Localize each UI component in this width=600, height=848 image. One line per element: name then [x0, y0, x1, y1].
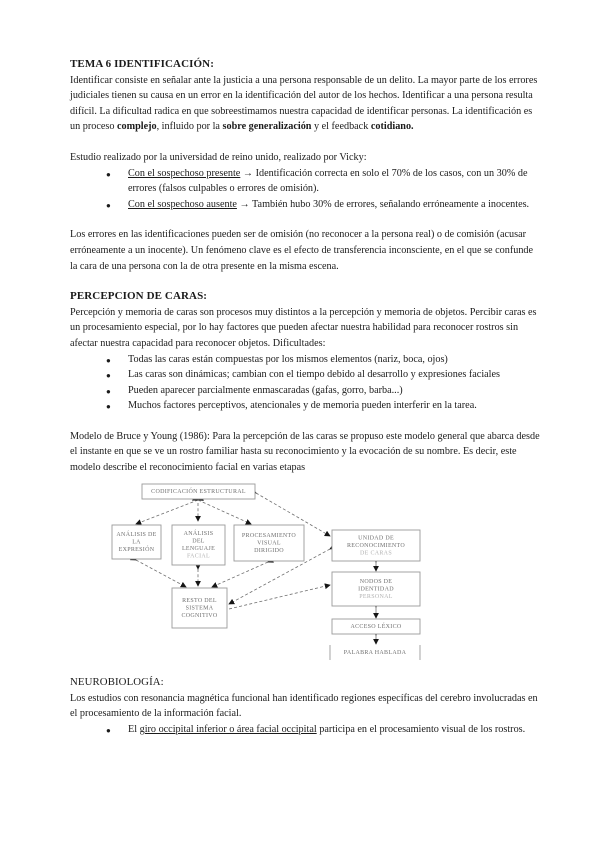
bold-text: sobre generalización [222, 121, 312, 133]
underlined-text: giro occipital inferior o área facial occipital [139, 724, 317, 736]
text-run: y el feedback [311, 121, 371, 133]
diagram-box-label: PERSONAL [359, 593, 393, 600]
list-dificultades [70, 352, 542, 414]
underlined-text: Con el sospechoso ausente [128, 198, 237, 210]
diagram-box-label: LENGUAJE [181, 545, 216, 552]
text-run: Estudio realizado por la universidad de reino unido, realizado por Vicky: [70, 151, 367, 163]
diagram-box-label: LA [132, 539, 141, 546]
text-run: Todas las caras están compuestas por los mismos elementos (nariz, boca, ojos) [128, 353, 448, 365]
diagram-box-label: PROCESAMIENTO [241, 532, 297, 539]
text-run: , influido por la [156, 121, 223, 133]
para-identificacion [70, 73, 542, 135]
list-item [70, 197, 542, 213]
diagram-box-label: UNIDAD DE [358, 535, 394, 542]
underlined-text: Con el sospechoso presente [128, 167, 241, 179]
bold-text: complejo [116, 121, 157, 133]
bullet-marker: ● [106, 200, 111, 210]
bullet-marker: ● [106, 355, 111, 365]
diagram-box-label: DEL [192, 538, 205, 545]
diagram-box-label: RECONOCIMIENTO [346, 542, 406, 549]
diagram-container [110, 481, 542, 673]
diagram-box-label: EXPRESIÓN [118, 546, 155, 553]
para-modelo-bruce-young [70, 429, 542, 476]
list-item-text [128, 385, 403, 396]
diagram-box-label: DIRIGIDO [254, 547, 284, 554]
text-run: Los errores en las identificaciones pueden ser de omisión (no reconocer a la persona real) o de comisión (acusar erróneamente a un inocente). Un fenómeno clave es el efecto de transferencia inconsciente, en el que se confunde la cara de una persona con la de otra presente en la misma escena. [70, 229, 534, 272]
diagram-box-label: RESTO DEL [182, 597, 217, 604]
diagram-box-label: SISTEMA [185, 605, 214, 612]
list-item-text [128, 199, 529, 210]
para-neurobiologia [70, 691, 542, 722]
bullet-marker: ● [106, 402, 111, 412]
para-percepcion [70, 305, 542, 352]
text-run: PERCEPCION DE CARAS: [70, 290, 208, 303]
list-item-text [128, 369, 500, 380]
list-neurobiologia [70, 722, 542, 738]
list-estudio [70, 166, 542, 213]
diagram-box-label: ANÁLISIS DE [116, 531, 157, 538]
text-run: Las caras son dinámicas; cambian con el tiempo debido al desarrollo y expresiones faciales [128, 369, 500, 381]
bruce-young-diagram [110, 481, 422, 667]
text-run: participa en el procesamiento visual de los rostros. [316, 724, 526, 736]
bold-text: cotidiano. [370, 121, 414, 133]
document-content [70, 57, 542, 738]
list-item [70, 398, 542, 414]
para-estudio [70, 150, 542, 166]
list-item [70, 166, 542, 197]
text-run: El [128, 724, 140, 736]
heading-tema6 [70, 57, 542, 73]
text-run: Pueden aparecer parcialmente enmascaradas (gafas, gorro, barba...) [128, 384, 403, 396]
diagram-box-label: NODOS DE [359, 578, 393, 585]
list-item-text [128, 724, 525, 735]
list-item-text [128, 400, 477, 411]
heading-percepcion [70, 289, 542, 305]
text-run: → Identificación correcta en solo el 70% de los casos, con un 30% de errores (falsos culpables o errores de omisión). [128, 167, 528, 195]
list-item [70, 367, 542, 383]
bullet-marker: ● [106, 371, 111, 381]
list-item [70, 722, 542, 738]
text-run: Identificar consiste en señalar ante la justicia a una persona responsable de un delito. La mayor parte de los errores judiciales tienen su causa en un error en la identificación del autor de los hechos. Identificar a una persona resulta difícil. La dificultad radica en que sobreestimamos nuestra capacidad de identificar personas. La identificación es un proceso [70, 74, 538, 133]
bullet-marker: ● [106, 386, 111, 396]
text-run: → También hubo 30% de errores, señalando erróneamente a inocentes. [236, 198, 530, 210]
list-item [70, 383, 542, 399]
diagram-box-label: CODIFICACIÓN ESTRUCTURAL [151, 488, 246, 495]
text-run: Modelo de Bruce y Young (1986): Para la percepción de las caras se propuso este modelo general que abarca desde el instante en que se ve un rostro familiar hasta su reconocimiento y la evocación de su nombre. Es decir, este modelo describe el reconocimiento facial en varias etapas [70, 430, 540, 474]
list-item [70, 352, 542, 368]
diagram-arrow [212, 562, 268, 587]
diagram-box-label: FACIAL [186, 553, 211, 560]
diagram-box-label: ACCESO LÉXICO [350, 623, 402, 630]
heading-neurobiologia [70, 675, 542, 691]
diagram-box-label: IDENTIDAD [358, 586, 394, 593]
diagram-box-label: ANÁLISIS [183, 530, 214, 537]
text-run: Percepción y memoria de caras son procesos muy distintos a la percepción y memoria de objetos. Percibir caras es un procesamiento especial, por lo hay factores que pueden afectar nuestra habilidad para reconocer rostros sin afectar nuestra capacidad para reconocer objetos. Dificultades: [70, 306, 537, 349]
diagram-arrow [136, 500, 198, 524]
diagram-box-label: PALABRA HABLADA [343, 649, 407, 656]
diagram-arrow [198, 500, 251, 524]
list-item-text [128, 354, 448, 365]
text-run: NEUROBIOLOGÍA: [70, 676, 164, 689]
diagram-box-label: COGNITIVO [181, 612, 218, 619]
text-run: Los estudios con resonancia magnética funcional han identificado regiones específicas del cerebro involucradas en el procesamiento de la información facial. [70, 692, 538, 720]
text-run: TEMA 6 IDENTIFICACIÓN: [70, 58, 214, 70]
text-run: Muchos factores perceptivos, atencionales y de memoria pueden interferir en la tarea. [128, 400, 477, 412]
para-errores [70, 227, 542, 274]
diagram-box-label: DE CARAS [360, 550, 392, 557]
diagram-arrow [229, 585, 330, 609]
diagram-box-label: VISUAL [257, 540, 281, 547]
bullet-marker: ● [106, 169, 111, 179]
list-item-text [128, 168, 527, 195]
bullet-marker: ● [106, 726, 111, 736]
